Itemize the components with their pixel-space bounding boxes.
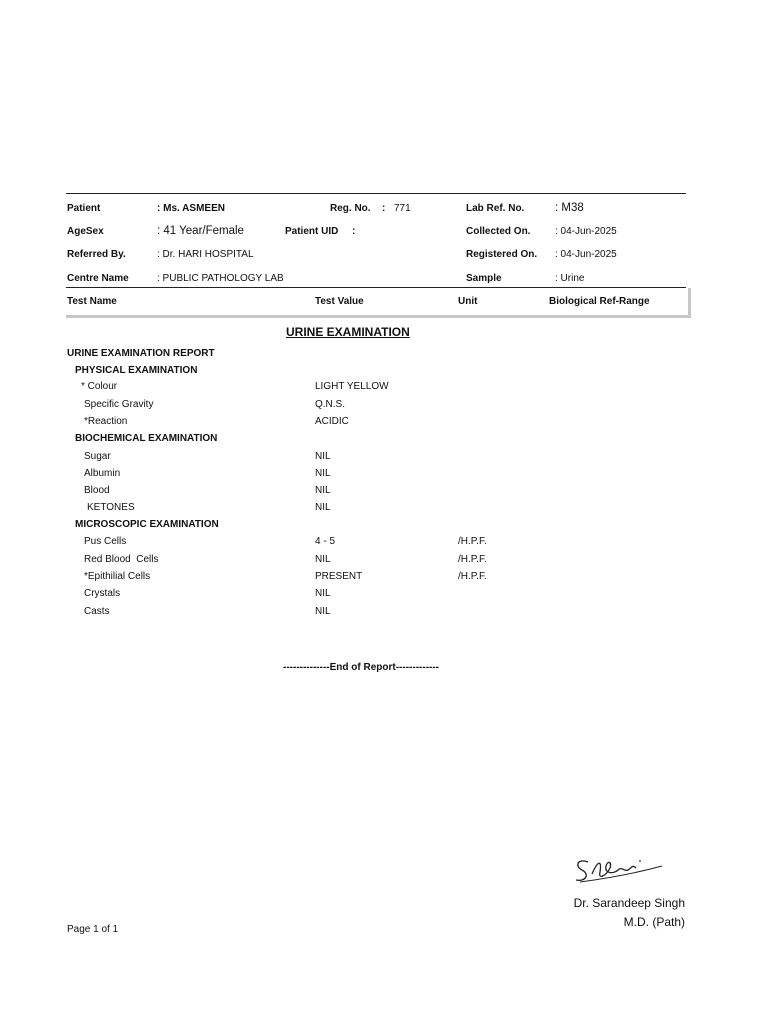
test-unit: /H.P.F. (458, 571, 487, 582)
test-name: Sugar (84, 451, 111, 462)
collected-label: Collected On. (466, 226, 531, 237)
test-name: Albumin (84, 468, 121, 479)
referred-value: : Dr. HARI HOSPITAL (157, 249, 254, 260)
test-value: NIL (315, 502, 331, 513)
registered-value: : 04-Jun-2025 (555, 249, 617, 260)
collected-value: : 04-Jun-2025 (555, 226, 617, 237)
centre-label: Centre Name (67, 273, 129, 284)
test-value: LIGHT YELLOW (315, 381, 389, 392)
registered-label: Registered On. (466, 249, 538, 260)
test-value: NIL (315, 451, 331, 462)
end-of-report: --------------End of Report------------- (283, 662, 440, 673)
test-name: KETONES (87, 502, 135, 513)
test-value: NIL (315, 485, 331, 496)
test-name: * Colour (81, 381, 118, 392)
test-name: *Reaction (84, 416, 128, 427)
regno-value: 771 (394, 203, 411, 214)
test-name: Casts (84, 606, 110, 617)
signature-image (570, 852, 666, 888)
test-value: Q.N.S. (315, 399, 346, 410)
doctor-name: Dr. Sarandeep Singh (573, 896, 685, 910)
regno-label: Reg. No. (330, 203, 371, 214)
col-test-value: Test Value (315, 296, 364, 307)
col-test-name: Test Name (67, 296, 117, 307)
section-microscopic: MICROSCOPIC EXAMINATION (75, 519, 219, 530)
report-title: URINE EXAMINATION (286, 325, 410, 339)
regno-sep: : (382, 203, 386, 214)
test-name: Specific Gravity (84, 399, 154, 410)
referred-label: Referred By. (67, 249, 126, 260)
test-name: Red Blood Cells (84, 554, 159, 565)
patient-value: : Ms. ASMEEN (157, 203, 225, 214)
test-unit: /H.P.F. (458, 536, 487, 547)
section-biochemical: BIOCHEMICAL EXAMINATION (75, 433, 218, 444)
sample-label: Sample (466, 273, 502, 284)
report-subtitle: URINE EXAMINATION REPORT (67, 348, 215, 359)
test-unit: /H.P.F. (458, 554, 487, 565)
test-name: Crystals (84, 588, 121, 599)
sample-value: : Urine (555, 273, 585, 284)
patient-uid-sep: : (352, 226, 356, 237)
labref-value: : M38 (555, 202, 584, 214)
col-ref-range: Biological Ref-Range (549, 296, 650, 307)
centre-value: : PUBLIC PATHOLOGY LAB (157, 273, 284, 284)
section-physical: PHYSICAL EXAMINATION (75, 365, 198, 376)
test-value: NIL (315, 606, 331, 617)
test-value: NIL (315, 588, 331, 599)
test-name: Blood (84, 485, 110, 496)
page-number: Page 1 of 1 (67, 924, 119, 935)
doctor-degree: M.D. (Path) (623, 915, 685, 929)
test-value: ACIDIC (315, 416, 349, 427)
test-name: *Epithilial Cells (84, 571, 151, 582)
agesex-label: AgeSex (67, 226, 104, 237)
labref-label: Lab Ref. No. (466, 203, 525, 214)
test-name: Pus Cells (84, 536, 127, 547)
agesex-value: : 41 Year/Female (157, 225, 244, 237)
test-value: NIL (315, 554, 331, 565)
col-unit: Unit (458, 296, 478, 307)
test-value: 4 - 5 (315, 536, 336, 547)
header-top-rule (66, 193, 686, 194)
patient-uid-label: Patient UID (285, 226, 339, 237)
patient-label: Patient (67, 203, 101, 214)
test-value: PRESENT (315, 571, 363, 582)
test-value: NIL (315, 468, 331, 479)
